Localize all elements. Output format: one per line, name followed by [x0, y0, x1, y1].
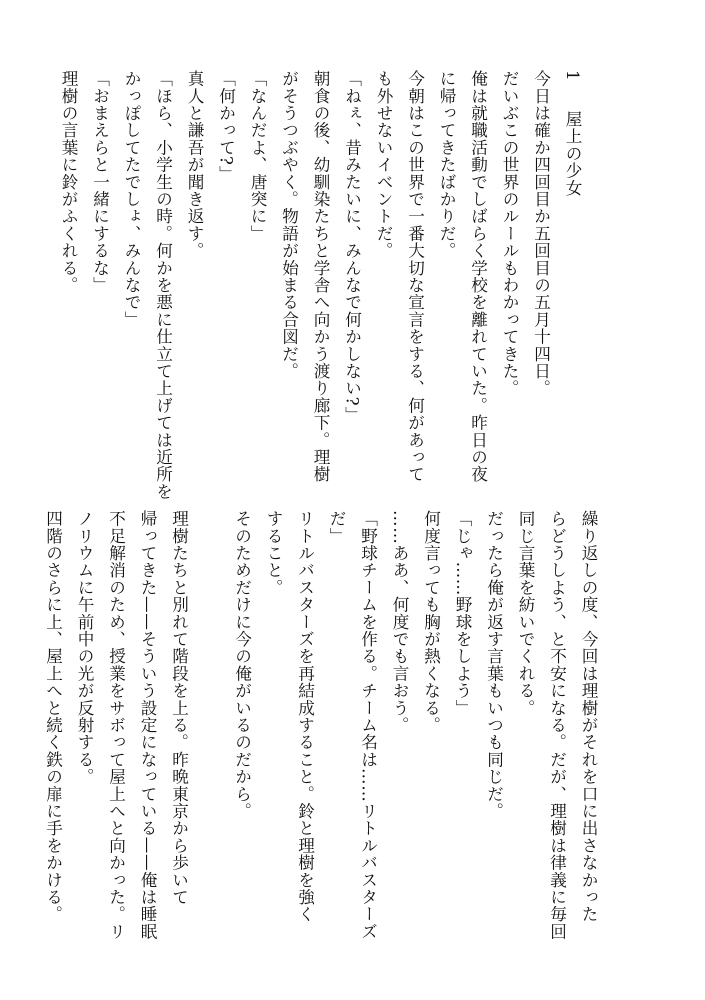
text-line: 「野球チームを作る。チーム名は……リトルバスターズ: [358, 510, 378, 940]
text-line: 今日は確か四回目か五回目の五月十四日。: [531, 70, 551, 397]
text-line: 俺は就職活動でしばらく学校を離れていた。昨日の夜: [468, 70, 488, 483]
text-line: だ」: [327, 510, 346, 545]
text-line: も外せないイベントだ。: [374, 70, 393, 260]
text-line: 同じ言葉を紡いでくれる。: [516, 510, 535, 717]
text-line: ノリウムに午前中の光が反射する。: [75, 510, 94, 786]
chapter-number: 1: [563, 70, 582, 82]
text-line: 真人と謙吾が聞き返す。: [185, 70, 204, 260]
text-line: 「ほら、小学生の時。何かを悪に仕立て上げては近所を: [153, 70, 173, 500]
text-line: ……ああ、何度でも言おう。: [390, 510, 409, 734]
text-line: 「なんだよ、唐突に」: [248, 70, 267, 242]
text-line: かっぽしてたでしょ、みんなで」: [122, 70, 141, 328]
text-line: 何度言っても胸が熱くなる。: [421, 510, 441, 734]
text-line: 帰ってきた——そういう設定になっている——俺は睡眠: [138, 510, 157, 940]
text-line: 「じゃ……野球をしよう」: [453, 510, 472, 717]
text-line: そのためだけに今の俺がいるのだから。: [232, 510, 252, 820]
text-line: だったら俺が返す言葉もいつも同じだ。: [484, 510, 504, 820]
text-line: 朝食の後、幼馴染たちと学舎へ向かう渡り廊下。理樹: [311, 70, 330, 483]
text-line: 今朝はこの世界で一番大切な宣言をする、何があって: [405, 70, 425, 483]
text-line: 「何かって?」: [216, 70, 236, 183]
text-line: だいぶこの世界のルールもわかってきた。: [500, 70, 519, 397]
text-line: 繰り返しの度、今回は理樹がそれを口に出さなかった: [579, 510, 598, 923]
text-line: 「おまえらと一緒にするな」: [90, 70, 110, 294]
upper-text-block: [59, 70, 588, 500]
blank-line: [195, 510, 227, 930]
text-line: らどうしよう、と不安になる。だが、理樹は律義に毎回: [547, 510, 567, 940]
chapter-title: 屋上の少女: [563, 110, 582, 197]
text-line: 理樹の言葉に鈴がふくれる。: [59, 70, 78, 294]
text-line: に帰ってきたばかりだ。: [437, 70, 456, 260]
text-line: すること。: [264, 510, 283, 596]
text-line: リトルバスターズを再結成すること。鈴と理樹を強く: [295, 510, 315, 923]
lower-text-block: [43, 510, 604, 940]
text-line: がそうつぶやく。物語が始まる合図だ。: [279, 70, 299, 380]
text-line: 「ねぇ、昔みたいに、みんなで何かしない?」: [342, 70, 362, 424]
chapter-heading: [557, 70, 589, 490]
text-line: 理樹たちと別れて階段を上る。昨晩東京から歩いて: [169, 510, 189, 906]
text-line: 不足解消のため、授業をサボって屋上へと向かった。リ: [106, 510, 126, 940]
text-line: 四階のさらに上、屋上へと続く鉄の扉に手をかける。: [43, 510, 63, 923]
